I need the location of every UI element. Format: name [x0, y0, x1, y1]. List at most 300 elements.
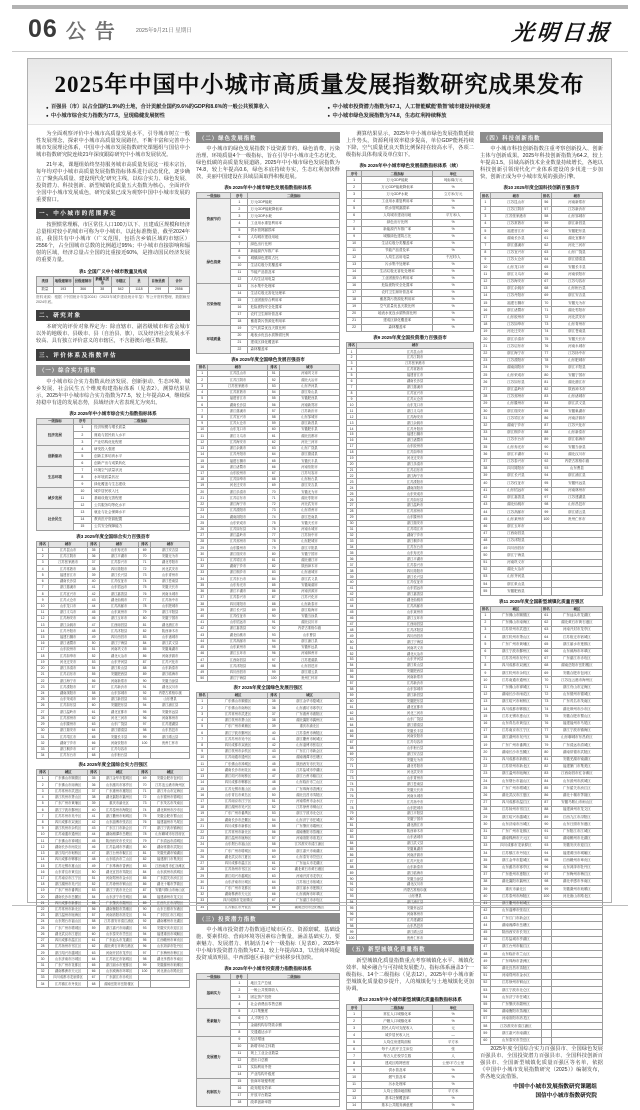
table-cell: 重庆市渝北区 — [100, 800, 139, 806]
rank-row — [481, 619, 603, 626]
table-cell: 安徽滁州市琅琊区 — [551, 886, 602, 893]
table-cell: 76 — [138, 819, 150, 825]
table-cell: 36 — [481, 864, 491, 871]
table-cell: 81 — [347, 822, 357, 828]
table-cell: 浙江象山县 — [279, 389, 339, 395]
rank-row — [37, 578, 190, 584]
table-cell: 71 — [138, 560, 150, 566]
table-cell: 安徽当涂县 — [551, 444, 602, 451]
table-cell: 40 — [197, 613, 208, 619]
table-cell: 15 — [73, 523, 91, 530]
table-cell: 浙江慈溪市 — [490, 242, 541, 249]
table-cell: 河南巩义市 — [100, 647, 139, 653]
table-cell: 34 — [37, 981, 49, 987]
table-cell: 山东临沂市兰山区 — [490, 951, 541, 958]
table-cell: 江苏如东县 — [49, 703, 88, 709]
table-cell: 河北迁安市 — [49, 659, 88, 665]
table-cell: 四川西昌市 — [208, 669, 268, 675]
table-cell: 16 — [197, 464, 208, 470]
table-cell: 江苏无锡市惠山区 — [49, 863, 88, 869]
table-cell: 安徽马鞍山市雨山区 — [151, 888, 190, 894]
table-cell: 广东佛山市顺德区 — [49, 776, 88, 782]
rank-row — [481, 314, 603, 321]
table-cell: 74 — [541, 706, 551, 713]
table-cell: 安徽滁州市琅琊区 — [151, 962, 190, 968]
table-cell: 江苏东台市 — [49, 752, 88, 758]
table-cell: 100 — [347, 935, 357, 941]
table-cell: 江苏如皋市 — [208, 476, 268, 482]
table-cell: 39 — [87, 572, 99, 578]
table-cell: 82 — [138, 856, 150, 862]
table-cell: 73 — [268, 507, 279, 513]
table-cell: 18 — [347, 296, 362, 303]
table-cell: 10 — [481, 677, 491, 684]
table-cell: 节能产品普及率 — [362, 247, 433, 254]
table-cell: 21 — [347, 318, 362, 325]
table-cell: 49 — [481, 958, 491, 965]
table-cell: 四川成都市新都区 — [490, 756, 541, 763]
table-cell: 7 — [197, 408, 208, 414]
table-cell: 1118 — [130, 286, 148, 293]
table-cell: 江西南昌县 — [490, 530, 541, 537]
table-cell: 51 — [481, 559, 491, 566]
table-cell: 91 — [138, 912, 150, 918]
table-cell: 10 — [73, 488, 91, 495]
table-cell: 67 — [268, 898, 279, 904]
table-cell: 56 — [481, 1008, 491, 1015]
table-cell: 山东招远市 — [208, 619, 268, 625]
indicator-row — [347, 205, 474, 212]
table-cell: 江苏泰州市海陵区 — [490, 893, 541, 900]
table-cell: 16 — [37, 640, 49, 646]
table-cell: 福建漳州市龙文区 — [151, 894, 190, 900]
table-cell: 32 — [347, 532, 357, 538]
table-cell: 四川简阳市 — [208, 601, 268, 607]
table-cell: 18 — [37, 881, 49, 887]
table-cell: 24 — [481, 778, 491, 785]
table-cell: 安徽无为市 — [551, 300, 602, 307]
table-cell: 湖北十堰市茅箭区 — [151, 881, 190, 887]
indicator-row — [347, 1025, 474, 1032]
table-cell: 10 — [347, 240, 362, 247]
table-cell: 浙江宁波市镇海区 — [551, 727, 602, 734]
table-cell: 广东广州市番禺区 — [208, 811, 268, 817]
table-cell: 91 — [347, 882, 357, 888]
table-cell: 山东诸城市 — [151, 634, 190, 640]
table-cell: 56 — [87, 906, 99, 912]
table-cell: 4 — [197, 717, 208, 723]
table-cell: 12 — [481, 278, 491, 285]
table-cell: 88 — [138, 894, 150, 900]
indicator-row — [347, 1011, 474, 1018]
table-cell: 浙江宁波市北仑区 — [279, 811, 339, 817]
table-cell: 97 — [268, 657, 279, 663]
rank-row — [37, 906, 190, 912]
indicator-row — [347, 1088, 474, 1095]
table-cell: 江苏溧阳市 — [208, 507, 268, 513]
rank-row — [481, 641, 603, 648]
table-cell: 87 — [347, 858, 357, 864]
table-cell: 江苏无锡市惠山区 — [490, 713, 541, 720]
rank-row — [481, 372, 603, 379]
table-cell: 江苏如东县 — [357, 497, 474, 503]
table-cell: 江苏常熟市 — [357, 366, 474, 372]
table-cell: 江苏宜兴市 — [357, 390, 474, 396]
table-cell: 77 — [138, 597, 150, 603]
table-cell: 32 — [197, 891, 208, 897]
table-cell: 山东济宁市任城区 — [100, 894, 139, 900]
table-cell: — — [433, 1032, 474, 1039]
table-cell: 2 — [481, 206, 491, 213]
table-cell: 山东荣成市 — [49, 696, 88, 702]
table-cell: 88 — [268, 601, 279, 607]
table-cell: 山东菏泽市牡丹区 — [151, 943, 190, 949]
rank-row — [37, 603, 190, 609]
table-cell: 38 — [93, 286, 111, 293]
table-cell: 80 — [268, 551, 279, 557]
table-cell: 40 — [481, 893, 491, 900]
table-cell: 71 — [541, 307, 551, 314]
table-cell: 开放平台数量 — [248, 1092, 340, 1099]
table-cell: 江苏昆山市 — [208, 371, 268, 377]
table-cell: 福建厦门市集美区 — [151, 856, 190, 862]
table-cell: 陕西神木市 — [357, 828, 474, 834]
table-cell: 安徽肥西县 — [490, 588, 541, 595]
table-cell: 江苏昆山市 — [490, 199, 541, 206]
table-cell: 城乡发展 — [37, 488, 74, 509]
rank-row — [37, 684, 190, 690]
table-caption: 表9 2025年度全国投资潜力百强县市 — [373, 335, 447, 341]
table-cell: 31 — [481, 415, 491, 422]
table-cell — [541, 900, 551, 907]
table-cell: 浙江衢州市柯城区 — [100, 813, 139, 819]
table-cell: 福建福州市马尾区 — [151, 819, 190, 825]
table-cell: 78 — [541, 735, 551, 742]
table-cell: 66 — [268, 891, 279, 897]
table-cell: 95 — [138, 709, 150, 715]
rank-row — [481, 422, 603, 429]
table-cell: 93 — [347, 893, 357, 899]
table-cell: 33 — [481, 429, 491, 436]
table-cell: 山东新泰市 — [357, 864, 474, 870]
table-cell: 20 — [37, 894, 49, 900]
table-cell: 54 — [347, 662, 357, 668]
table-cell: 河南郑州市金水区 — [490, 972, 541, 979]
table-cell: 29 — [347, 514, 357, 520]
table-top100-green-counties — [196, 364, 340, 682]
table-cell: 安徽合肥市蜀山区 — [151, 813, 190, 819]
table-cell — [541, 588, 551, 595]
table-cell: 福建石狮市 — [49, 634, 88, 640]
table-cell — [151, 752, 190, 758]
rank-row — [481, 742, 603, 749]
rank-row — [37, 566, 190, 572]
table-cell: 浙江象山县 — [490, 581, 541, 588]
table-cell: 37 — [481, 871, 491, 878]
rank-row — [481, 749, 603, 756]
table-cell — [551, 1037, 602, 1044]
table-cell: 安徽天长市 — [279, 520, 339, 526]
table-cell: 8 — [231, 1029, 248, 1036]
rank-row — [37, 665, 190, 671]
table-cell: 26 — [481, 379, 491, 386]
table-cell: 37 — [268, 711, 279, 717]
table-cell: 江苏沭阳县 — [357, 627, 474, 633]
table-cell: 49 — [347, 633, 357, 639]
table-cell: 浙江台州市椒江区 — [100, 850, 139, 856]
table-cell: 广东珠海市香洲区 — [490, 958, 541, 965]
table-cell: 54 — [87, 894, 99, 900]
table-cell: 21 — [481, 756, 491, 763]
table-cell: 湖北潜江市 — [151, 622, 190, 628]
table-cell: 51 — [87, 647, 99, 653]
table-cell: 浙江宁海县 — [490, 552, 541, 559]
table-cell: 38 — [197, 601, 208, 607]
table-cell: 江苏丹阳市 — [208, 451, 268, 457]
rank-row — [481, 199, 603, 206]
table-cell: 14 — [197, 451, 208, 457]
table-cell: 3 — [347, 191, 362, 198]
table-cell: 3 — [231, 213, 248, 220]
table-cell: 绿化覆盖与生态建设 — [92, 481, 190, 488]
table-cell: 浙江乐清市 — [490, 336, 541, 343]
table-cell: 22 — [347, 325, 362, 332]
table-cell: 61 — [268, 433, 279, 439]
table-cell: 37 — [87, 788, 99, 794]
table-cell: 99 — [268, 669, 279, 675]
table-cell: 山东广饶县 — [551, 249, 602, 256]
table-cell: 39 — [87, 800, 99, 806]
table-cell: 64 — [541, 634, 551, 641]
table-cell: 11 — [197, 761, 208, 767]
table-cell: 30 — [481, 821, 491, 828]
table-cell: 35 — [87, 547, 99, 553]
table-cell: 7 — [37, 813, 49, 819]
table-cell: 江苏常州市武进区 — [49, 788, 88, 794]
table-cell — [551, 545, 602, 552]
table-cell: 广东湛江市赤坎区 — [551, 655, 602, 662]
table-cell: 5 — [73, 453, 91, 460]
table-cell: 75 — [138, 813, 150, 819]
rank-row — [481, 278, 603, 285]
table-cell: 21 — [231, 340, 248, 347]
table-cell — [541, 1015, 551, 1022]
rank-row — [481, 821, 603, 828]
table-cell: 4 — [37, 794, 49, 800]
table-cell: 浙江海宁市 — [208, 501, 268, 507]
table-cell: 53 — [268, 811, 279, 817]
table-cell: 38 — [87, 566, 99, 572]
rank-row — [37, 925, 190, 931]
table-cell: 河北迁安市 — [357, 455, 474, 461]
table-cell: 4 — [231, 1001, 248, 1008]
table-cell: 13 — [37, 622, 49, 628]
bullet-dot-icon: ● — [46, 104, 49, 110]
table-cell: 污水处理率 — [362, 1081, 433, 1088]
table-cell: 38 — [87, 794, 99, 800]
table-cell: 浙江丽水市莲都区 — [279, 885, 339, 891]
table-cell: 63 — [347, 716, 357, 722]
table-cell: 61 — [87, 937, 99, 943]
table-cell: 河南济源市 — [551, 415, 602, 422]
indicator-row — [347, 1039, 474, 1046]
rank-row — [37, 740, 190, 746]
table-cell: 65 — [87, 962, 99, 968]
rank-row — [481, 1023, 603, 1030]
table-cell: 河南洛阳市洛龙区 — [490, 1015, 541, 1022]
table-cell: 70 — [138, 782, 150, 788]
table-cell: 江苏仪征市 — [208, 613, 268, 619]
column-4 — [480, 130, 603, 1099]
table-header-row: 一级指标 序号 二级指标 — [197, 974, 340, 980]
table-cell: 299 — [148, 286, 168, 293]
table-cell: 山东桓台县 — [279, 476, 339, 482]
table-cell: 山东龙口市 — [49, 603, 88, 609]
table-cell: 江苏徐州市铜山区 — [100, 881, 139, 887]
table-cell: 浙江苍南县 — [357, 781, 474, 787]
rank-row — [481, 487, 603, 494]
table-cell: 71 — [347, 763, 357, 769]
table-cell: 1 — [347, 1011, 362, 1018]
table-cell: 5 — [481, 228, 491, 235]
rank-row — [481, 235, 603, 242]
table-cell: 6 — [231, 234, 248, 241]
table-cell: 70 — [541, 677, 551, 684]
table-cell: 14 — [73, 516, 91, 523]
table-cell: 32 — [481, 835, 491, 842]
table-cell: 100 — [138, 740, 150, 746]
table-cell: 21 — [37, 900, 49, 906]
table-cell: 17 — [347, 443, 357, 449]
table-cell: 四川成都市双流区 — [490, 663, 541, 670]
table-cell: 浙江平湖市 — [208, 588, 268, 594]
table-cell: % — [433, 1018, 474, 1025]
table-cell — [551, 530, 602, 537]
table-cell: 广东广州市增城区 — [49, 925, 88, 931]
rank-row — [481, 509, 603, 516]
rank-row — [37, 727, 190, 733]
rank-row — [37, 819, 190, 825]
table-cell: 浙江瑞安市 — [490, 408, 541, 415]
table-cell: 30 — [481, 408, 491, 415]
table-cell: 69 — [347, 751, 357, 757]
table-cell: 41 — [87, 813, 99, 819]
table-cell: 90 — [541, 821, 551, 828]
table-cell: 浙江缙云县 — [357, 929, 474, 935]
table-cell: 浙江海宁市 — [357, 473, 474, 479]
table-cell: 98 — [541, 879, 551, 886]
table-cell: 浙江嘉善县 — [208, 626, 268, 632]
table-cell: 江苏沭阳县 — [490, 537, 541, 544]
table-cell: 安徽巢湖市 — [151, 647, 190, 653]
table-cell: 7 — [347, 219, 362, 226]
table-cell: 75 — [268, 520, 279, 526]
table-cell: 33 — [197, 570, 208, 576]
table-cell: 80 — [541, 372, 551, 379]
table-cell: 62 — [87, 943, 99, 949]
table-cell: 浙江宁波市鄞州区 — [490, 648, 541, 655]
table-cell: 浙江浦江县 — [151, 703, 190, 709]
table-cell: 62 — [268, 866, 279, 872]
table-cell: 湖北大冶市 — [357, 651, 474, 657]
table-cell: 山东荣成市 — [357, 491, 474, 497]
table-cell: 新能源汽车推广率 — [248, 248, 340, 255]
table-header-row: 类别 地级建制市 县级建制市 新疆兵团市 市辖区 县 自治县旗 合计 — [37, 276, 190, 286]
table-cell: 77 — [541, 727, 551, 734]
rank-row — [37, 734, 190, 740]
table-cell: 93 — [268, 632, 279, 638]
table-cell: 地表水优良水质断面比例 — [248, 332, 340, 339]
rank-row — [37, 640, 190, 646]
table-cell: 四川简阳市 — [357, 568, 474, 574]
table-cell: 江苏东台市 — [490, 437, 541, 444]
table-cell: 44 — [268, 755, 279, 761]
table-cell: 3 — [197, 383, 208, 389]
indicator-row — [347, 177, 474, 184]
table-cell: 山东邹城市 — [279, 414, 339, 420]
table-cell: 内蒙古准格尔旗 — [151, 690, 190, 696]
table-cell: 河北三河市 — [100, 715, 139, 721]
table-cell: 15 — [481, 713, 491, 720]
table-cell: 浙江桐乡市 — [208, 570, 268, 576]
table-cell: 江苏海安市 — [490, 278, 541, 285]
table-cell: 江苏句容市 — [551, 278, 602, 285]
paragraph: 中小城市综合实力指数从经济发展、创新驱动、生态环境、城乡发展、社会民生五个维度构建指标体系（见表2）。测算结果显示，2025年中小城市综合实力指数为77.5，较上年提高0.4，继续保持稳中有进的发展态势，县域经济大省表现尤为突出。 — [36, 378, 190, 406]
table-top100-investment-counties — [346, 342, 474, 941]
table-cell: 47 — [347, 621, 357, 627]
table-cell: 83 — [138, 863, 150, 869]
table-cell: 16 — [231, 304, 248, 311]
table-header-row: 排名 城市 — [347, 343, 474, 349]
table-cell: 河南林州市 — [357, 911, 474, 917]
table-cell: 10 — [231, 1043, 248, 1050]
table-cell: 89 — [347, 870, 357, 876]
table-cell: 江苏兴化市 — [151, 659, 190, 665]
table-cell: 浙江衢州市柯城区 — [279, 736, 339, 742]
table-cell: 污染治理 — [197, 283, 231, 325]
table-cell: 内蒙古准格尔旗 — [279, 626, 339, 632]
table-cell: 83 — [347, 834, 357, 840]
table-cell: 33 — [481, 843, 491, 850]
table-cell: 87 — [138, 888, 150, 894]
table-cell: 山东烟台市福山区 — [490, 778, 541, 785]
table-cell: 浙江乐清市 — [357, 461, 474, 467]
table-cell: 安徽芜湖市镜湖区 — [151, 850, 190, 856]
table-cell: 浙江武义县 — [279, 576, 339, 582]
rank-row — [481, 588, 603, 595]
table-cell: 16 — [347, 282, 362, 289]
table-cell: 46 — [87, 844, 99, 850]
table-cell: 78 — [347, 805, 357, 811]
table-cell: 湖北枣阳市 — [357, 763, 474, 769]
table-cell: 12 — [347, 414, 357, 420]
table-cell: % — [433, 247, 474, 254]
table-cell: 广东广州市黄埔区 — [490, 641, 541, 648]
rank-row — [481, 566, 603, 573]
table-cell: 59 — [347, 692, 357, 698]
table-cell: 77 — [541, 350, 551, 357]
table-cell: 湖南株洲市天元区 — [490, 835, 541, 842]
table-cell: 53 — [87, 888, 99, 894]
table-cell: 安徽长丰县 — [357, 728, 474, 734]
table-cell: 74 — [138, 807, 150, 813]
rank-row — [481, 691, 603, 698]
table-cell: 江苏沭阳县 — [100, 628, 139, 634]
table-cell: 18 — [197, 804, 208, 810]
table-cell: 山东齐河县 — [279, 383, 339, 389]
table-cell: 江苏苏州市吴中区 — [49, 813, 88, 819]
table-cell: 20 — [231, 332, 248, 339]
